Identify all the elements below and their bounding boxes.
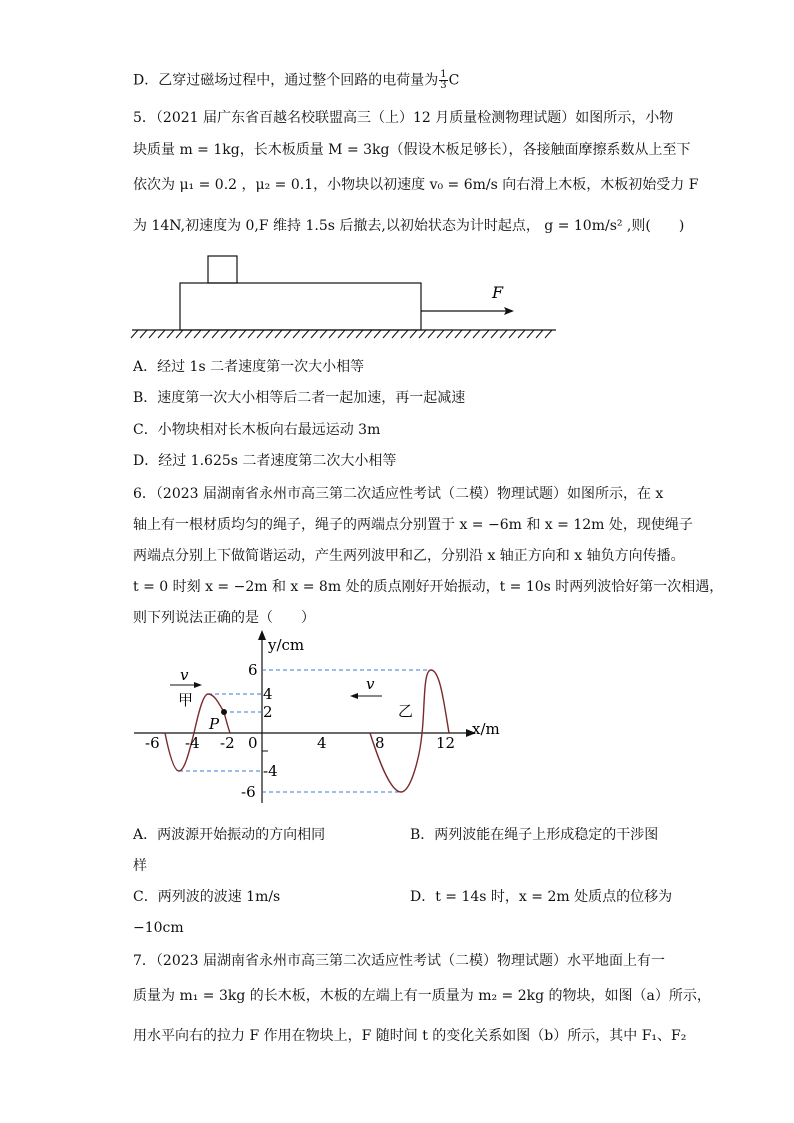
q7-stem-line-3: 用水平向右的拉力 F 作用在物块上，F 随时间 t 的变化关系如图（b）所示，其中 F₁、F₂ [133,1028,687,1044]
q6-stem-line-1: 6．（2023 届湖南省永州市高三第二次适应性考试（二模）物理试题）如图所示，在 x [133,486,664,502]
hatch-mark [158,330,165,338]
hatch-mark [473,330,480,338]
x-tick-minus-2: -2 [220,734,235,752]
hatch-mark [446,330,453,338]
hatch-mark [383,330,390,338]
long-board [180,283,421,330]
hatch-mark [329,330,336,338]
hatch-mark [482,330,489,338]
x-tick-8: 8 [375,734,385,752]
hatch-mark [509,330,516,338]
q5-stem-line-1: 5．（2021 届广东省百越名校联盟高三（上）12 月质量检测物理试题）如图所示，小物 [133,110,674,126]
x-tick-minus-4: -4 [185,734,200,752]
q6-stem-line-5: 则下列说法正确的是（ ） [133,610,315,626]
q4-option-d-text: D．乙穿过磁场过程中，通过整个回路的电荷量为 [133,72,439,89]
hatch-mark [194,330,201,338]
hatch-mark [239,330,246,338]
hatch-mark [518,330,525,338]
hatch-mark [536,330,543,338]
x-tick-minus-6: -6 [145,734,160,752]
q6-option-b: B．两列波能在绳子上形成稳定的干涉图 [410,827,659,843]
hatch-mark [167,330,174,338]
wave-b-curve [370,670,449,792]
hatch-mark [437,330,444,338]
x-tick-0: 0 [248,734,258,752]
y-tick-4: 4 [263,685,273,703]
q6-stem-line-2: 轴上有一根材质均匀的绳子，绳子的两端点分别置于 x = −6m 和 x = 12m 处，现使绳子 [133,517,693,533]
hatch-mark [311,330,318,338]
fraction-numerator: 1 [440,69,447,80]
hatch-mark [410,330,417,338]
q6-option-a: A．两波源开始振动的方向相同 [133,827,326,843]
hatch-mark [140,330,147,338]
hatch-mark [266,330,273,338]
q4-option-d [133,70,459,91]
velocity-label-b: v [366,675,375,693]
q5-option-d: D．经过 1.625s 二者速度第二次大小相等 [133,453,397,469]
x-tick-12: 12 [436,734,456,752]
hatch-mark [347,330,354,338]
q5-option-b: B．速度第一次大小相等后二者一起加速，再一起减速 [133,390,466,406]
small-block [208,256,237,283]
ground-hatching [131,330,552,338]
y-axis-label: y/cm [268,636,305,654]
hatch-mark [491,330,498,338]
q7-stem-line-1: 7．（2023 届湖南省永州市高三第二次适应性考试（二模）物理试题）水平地面上有一 [133,953,665,969]
q6-option-d-continued: −10cm [133,920,184,936]
point-p-label: P [209,715,220,733]
hatch-mark [320,330,327,338]
y-tick-minus-4: -4 [263,762,278,780]
q6-option-b-continued: 样 [133,858,147,874]
hatch-mark [392,330,399,338]
charge-fraction [439,70,447,91]
hatch-mark [365,330,372,338]
point-p-marker [221,709,227,715]
q5-figure-block-board [130,250,570,345]
q6-option-d: D．t = 14s 时，x = 2m 处质点的位移为 [410,889,673,905]
q5-stem-line-4: 为 14N,初速度为 0,F 维持 1.5s 后撤去,以初始状态为计时起点， g = 10m/s² ,则( ) [133,218,685,234]
hatch-mark [545,330,552,338]
q5-option-c: C．小物块相对长木板向右最远运动 3m [133,422,381,438]
hatch-mark [455,330,462,338]
q6-stem-line-4: t = 0 时刻 x = −2m 和 x = 8m 处的质点刚好开始振动，t = 10s 时两列波恰好第一次相遇， [133,579,724,595]
q5-option-a: A．经过 1s 二者速度第一次大小相等 [133,359,365,375]
hatch-mark [293,330,300,338]
hatch-mark [401,330,408,338]
q6-wave-figure [120,628,520,808]
hatch-mark [248,330,255,338]
q6-stem-line-3: 两端点分别上下做简谐运动，产生两列波甲和乙，分别沿 x 轴正方向和 x 轴负方向传播。 [133,548,685,564]
q7-stem-line-2: 质量为 m₁ = 3kg 的长木板，木板的左端上有一质量为 m₂ = 2kg 的物块，如图（a）所示， [133,988,711,1004]
hatch-mark [275,330,282,338]
x-tick-4: 4 [317,734,327,752]
hatch-mark [221,330,228,338]
hatch-mark [149,330,156,338]
y-tick-2: 2 [263,703,273,721]
hatch-mark [419,330,426,338]
hatch-mark [338,330,345,338]
y-tick-6: 6 [248,661,258,679]
y-tick-minus-6: -6 [241,783,256,801]
hatch-mark [203,330,210,338]
hatch-mark [257,330,264,338]
hatch-mark [212,330,219,338]
force-label: F [492,283,504,302]
hatch-mark [230,330,237,338]
q5-stem-line-3: 依次为 μ₁ = 0.2 ，μ₂ = 0.1，小物块以初速度 v₀ = 6m/s 向右滑上木板，木板初始受力 F [133,177,699,193]
hatch-mark [500,330,507,338]
velocity-arrow-a-head [194,682,202,688]
wave-a-label: 甲 [178,691,194,709]
q6-option-c: C．两列波的波速 1m/s [133,889,281,905]
velocity-label-a: v [180,666,189,684]
hatch-mark [428,330,435,338]
y-axis-arrow [258,630,266,640]
hatch-mark [284,330,291,338]
q4-option-d-unit: C [448,72,460,89]
hatch-mark [185,330,192,338]
hatch-mark [302,330,309,338]
hatch-mark [176,330,183,338]
hatch-mark [527,330,534,338]
velocity-arrow-b-head [350,693,358,699]
wave-b-label: 乙 [398,702,414,720]
hatch-mark [464,330,471,338]
fraction-denominator: 3 [440,80,447,91]
hatch-mark [356,330,363,338]
q5-stem-line-2: 块质量 m = 1kg，长木板质量 M = 3kg（假设木板足够长），各接触面摩擦系数从上至下 [133,142,691,158]
x-axis-label: x/m [472,720,500,738]
hatch-mark [374,330,381,338]
hatch-mark [131,330,138,338]
